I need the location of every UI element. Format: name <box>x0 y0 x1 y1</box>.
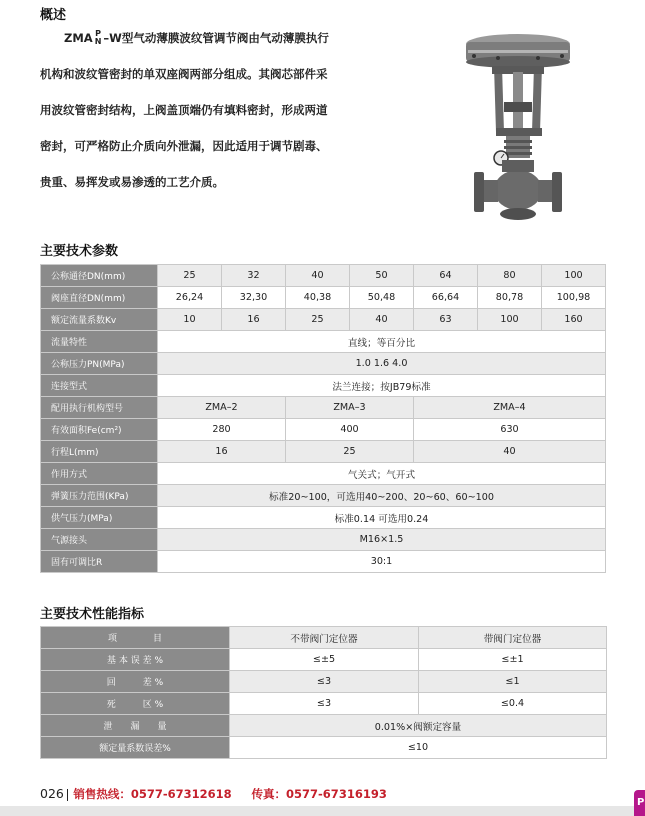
pn-top: P <box>95 28 101 38</box>
table-cell: 气关式；气开式 <box>158 463 606 485</box>
table-cell: 26,24 <box>158 287 222 309</box>
table-cell: 160 <box>542 309 606 331</box>
tech-params-table <box>40 264 606 573</box>
row-label: 有效面积Fe(cm²) <box>41 419 158 441</box>
table-cell: ZMA–4 <box>414 397 606 419</box>
table-cell: 0.01%×阀额定容量 <box>230 715 607 737</box>
table-row <box>41 507 606 529</box>
table-cell: ≤1 <box>419 671 607 693</box>
table-cell: ≤3 <box>230 693 419 715</box>
table-cell: ≤±1 <box>419 649 607 671</box>
row-label: 泄 漏 量 <box>41 715 230 737</box>
table-cell: 80 <box>478 265 542 287</box>
row-label: 阀座直径DN(mm) <box>41 287 158 309</box>
table-cell: 64 <box>414 265 478 287</box>
row-label: 弹簧压力范围(KPa) <box>41 485 158 507</box>
table-cell: 100,98 <box>542 287 606 309</box>
overview-line: 用波纹管密封结构，上阀盖顶端仍有填料密封，形成两道 <box>40 103 328 117</box>
table-row <box>41 715 607 737</box>
table-cell: ≤10 <box>230 737 607 759</box>
line1-rest: –W型气动薄膜波纹管调节阀由气动薄膜执行 <box>103 31 329 45</box>
row-label: 流量特性 <box>41 331 158 353</box>
table-cell: ZMA–2 <box>158 397 286 419</box>
table-row <box>41 649 607 671</box>
footer-divider <box>67 789 69 801</box>
row-label: 死 区 % <box>41 693 230 715</box>
table-row <box>41 309 606 331</box>
row-label: 额定量系数误差% <box>41 737 230 759</box>
table-cell: ≤3 <box>230 671 419 693</box>
table-cell: 40 <box>414 441 606 463</box>
overview-text <box>40 28 370 208</box>
performance-table <box>40 626 607 759</box>
table-header-row <box>41 627 607 649</box>
table-row <box>41 485 606 507</box>
table-cell: 40,38 <box>286 287 350 309</box>
table-cell: M16×1.5 <box>158 529 606 551</box>
row-label: 回 差 % <box>41 671 230 693</box>
table-row <box>41 671 607 693</box>
fax-number: 传真：0577-67316193 <box>251 787 387 801</box>
row-label: 基 本 误 差 % <box>41 649 230 671</box>
table-cell: 30:1 <box>158 551 606 573</box>
performance-heading: 主要技术性能指标 <box>40 607 145 622</box>
table-cell: 25 <box>158 265 222 287</box>
table-cell: 法兰连接；按JB79标准 <box>158 375 606 397</box>
table-cell: 1.0 1.6 4.0 <box>158 353 606 375</box>
table-cell: 63 <box>414 309 478 331</box>
table-cell: ≤0.4 <box>419 693 607 715</box>
table-cell: 32 <box>222 265 286 287</box>
pn-stack <box>95 30 102 46</box>
overview-line: 密封，可严格防止介质向外泄漏，因此适用于调节剧毒、 <box>40 139 328 153</box>
table-cell: ZMA–3 <box>286 397 414 419</box>
table-row <box>41 397 606 419</box>
header-with-positioner: 带阀门定位器 <box>419 627 607 649</box>
table-row <box>41 419 606 441</box>
table-cell: 100 <box>542 265 606 287</box>
overview-line-1 <box>40 28 370 64</box>
table-row <box>41 737 607 759</box>
table-row <box>41 693 607 715</box>
row-label: 供气压力(MPa) <box>41 507 158 529</box>
table-cell: 标准0.14 可选用0.24 <box>158 507 606 529</box>
row-label: 气源接头 <box>41 529 158 551</box>
row-label: 公称通径DN(mm) <box>41 265 158 287</box>
table-cell: 10 <box>158 309 222 331</box>
pn-bottom: N <box>94 36 102 46</box>
table-row <box>41 441 606 463</box>
table-row <box>41 287 606 309</box>
table-cell: 25 <box>286 441 414 463</box>
row-label: 额定流量系数Kv <box>41 309 158 331</box>
table-cell: 66,64 <box>414 287 478 309</box>
table-cell: 280 <box>158 419 286 441</box>
row-label: 连接型式 <box>41 375 158 397</box>
overview-line: 贵重、易挥发或易渗透的工艺介质。 <box>40 175 224 189</box>
table-row <box>41 551 606 573</box>
sales-hotline: 销售热线：0577-67312618 <box>73 787 232 801</box>
table-cell: 16 <box>158 441 286 463</box>
overview-heading: 概述 <box>40 8 67 23</box>
table-cell: 400 <box>286 419 414 441</box>
header-item: 项 目 <box>41 627 230 649</box>
table-row <box>41 529 606 551</box>
page-number: 026 <box>40 786 64 801</box>
valve-product-image <box>458 22 578 224</box>
table-cell: 25 <box>286 309 350 331</box>
table-cell: 40 <box>350 309 414 331</box>
row-label: 行程L(mm) <box>41 441 158 463</box>
footer <box>40 786 387 802</box>
row-label: 公称压力PN(MPa) <box>41 353 158 375</box>
model-prefix: ZMA <box>64 31 93 45</box>
overview-line: 机构和波纹管密封的单双座阀两部分组成。其阀芯部件采 <box>40 67 328 81</box>
table-cell: ≤±5 <box>230 649 419 671</box>
table-cell: 630 <box>414 419 606 441</box>
table-row <box>41 265 606 287</box>
table-cell: 直线；等百分比 <box>158 331 606 353</box>
page-tab: P <box>634 790 645 816</box>
table-cell: 标准20~100，可选用40~200、20~60、60~100 <box>158 485 606 507</box>
table-cell: 50,48 <box>350 287 414 309</box>
table-cell: 80,78 <box>478 287 542 309</box>
table-cell: 40 <box>286 265 350 287</box>
row-label: 固有可调比R <box>41 551 158 573</box>
table-row <box>41 353 606 375</box>
tech-params-heading: 主要技术参数 <box>40 244 119 259</box>
row-label: 作用方式 <box>41 463 158 485</box>
bottom-bar <box>0 806 645 816</box>
table-row <box>41 331 606 353</box>
header-without-positioner: 不带阀门定位器 <box>230 627 419 649</box>
table-cell: 100 <box>478 309 542 331</box>
table-cell: 50 <box>350 265 414 287</box>
table-row <box>41 375 606 397</box>
table-cell: 16 <box>222 309 286 331</box>
table-row <box>41 463 606 485</box>
table-cell: 32,30 <box>222 287 286 309</box>
row-label: 配用执行机构型号 <box>41 397 158 419</box>
